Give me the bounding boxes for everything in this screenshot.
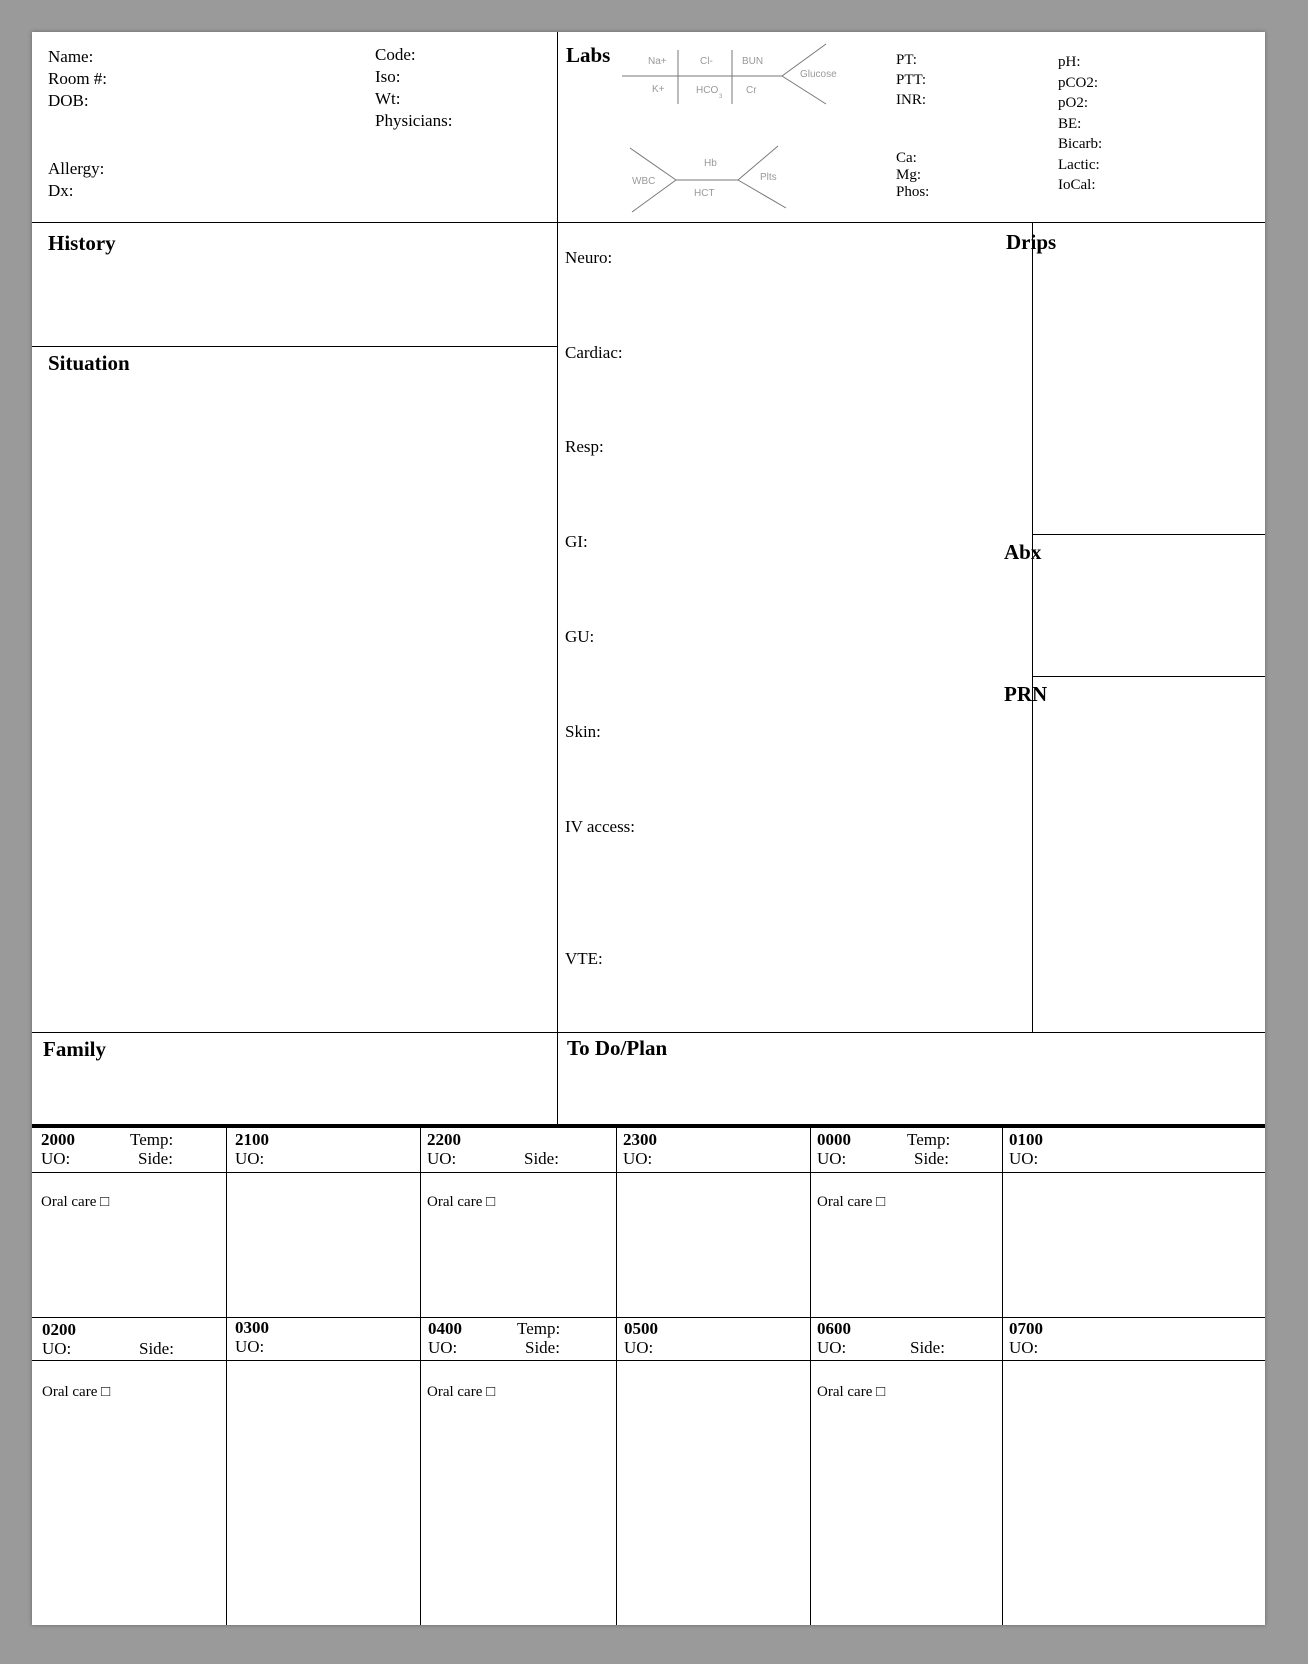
hour-2000: 2000 (41, 1130, 75, 1149)
oral-care-0000: Oral care □ (817, 1194, 886, 1210)
code-fields (375, 44, 452, 132)
na-label: Na+ (648, 56, 667, 67)
patient-info-fields (48, 46, 107, 112)
side-2000: Side: (138, 1149, 173, 1168)
hour-2200: 2200 (427, 1130, 461, 1149)
hb-label: Hb (704, 158, 717, 169)
resp-label: Resp: (565, 437, 604, 456)
plts-label: Plts (760, 172, 777, 183)
cardiac-label: Cardiac: (565, 343, 623, 362)
inr-label: INR: (896, 92, 926, 108)
iocal-label: IoCal: (1058, 177, 1096, 193)
coag-labs (896, 50, 926, 110)
uo-2300: UO: (623, 1149, 653, 1168)
iso-label: Iso: (375, 67, 401, 86)
oral-care-0400: Oral care □ (427, 1384, 496, 1400)
ph-label: pH: (1058, 54, 1081, 70)
ca-label: Ca: (896, 150, 917, 166)
uo-0000: UO: (817, 1149, 847, 1168)
uo-0400: UO: (428, 1338, 458, 1357)
hour-0400: 0400 (428, 1319, 462, 1338)
side-0600: Side: (910, 1338, 945, 1357)
uo-2100: UO: (235, 1149, 265, 1168)
hourly-thick-divider (32, 1124, 1265, 1128)
abg-labs (1058, 52, 1102, 196)
cr-label: Cr (746, 85, 757, 96)
uo-0100: UO: (1009, 1149, 1039, 1168)
uo-0500: UO: (624, 1338, 654, 1357)
side-0200: Side: (139, 1339, 174, 1358)
oral-care-0600: Oral care □ (817, 1384, 886, 1400)
neuro-label: Neuro: (565, 248, 613, 267)
hour-0100: 0100 (1009, 1130, 1043, 1149)
cl-label: Cl- (700, 56, 713, 67)
prn-heading: PRN (1004, 682, 1048, 706)
skin-label: Skin: (565, 722, 601, 741)
drips-divider (1032, 534, 1265, 535)
gu-label: GU: (565, 627, 595, 646)
report-sheet (32, 32, 1265, 1625)
uo-2000: UO: (41, 1149, 71, 1168)
temp-0000: Temp: (907, 1130, 951, 1149)
uo-2200: UO: (427, 1149, 457, 1168)
uo-0300: UO: (235, 1337, 265, 1356)
uo-0600: UO: (817, 1338, 847, 1357)
allergy-label: Allergy: (48, 159, 105, 178)
hourly-row-divider (32, 1317, 1265, 1318)
hourly-col-divider-2 (420, 1128, 421, 1625)
header-divider (32, 222, 1265, 223)
hourly-row1-header-line (32, 1172, 1265, 1173)
hour-0300: 0300 (235, 1318, 269, 1337)
lyte-labs (896, 150, 929, 201)
oral-care-2000: Oral care □ (41, 1194, 110, 1210)
side-0000: Side: (914, 1149, 949, 1168)
main-vertical-divider (557, 32, 558, 1125)
glucose-label: Glucose (800, 69, 837, 80)
temp-2000: Temp: (130, 1130, 174, 1149)
todo-heading: To Do/Plan (567, 1036, 668, 1060)
hour-0500: 0500 (624, 1319, 658, 1338)
allergy-fields (48, 158, 104, 202)
abx-divider (1032, 676, 1265, 677)
hourly-col-divider-4 (810, 1128, 811, 1625)
right-column-divider (1032, 222, 1033, 1032)
name-label: Name: (48, 47, 94, 66)
hco-subscript: 3 (719, 94, 723, 100)
hour-2300: 2300 (623, 1130, 657, 1149)
hourly-col-divider-5 (1002, 1128, 1003, 1625)
k-label: K+ (652, 84, 665, 95)
vte-label: VTE: (565, 949, 603, 968)
pt-label: PT: (896, 52, 917, 68)
code-label: Code: (375, 45, 416, 64)
history-divider (32, 346, 557, 347)
bicarb-label: Bicarb: (1058, 136, 1103, 152)
labs-title: Labs (566, 43, 611, 67)
hour-0700: 0700 (1009, 1319, 1043, 1338)
gi-label: GI: (565, 532, 588, 551)
oral-care-0200: Oral care □ (42, 1384, 111, 1400)
wbc-label: WBC (632, 176, 656, 187)
dob-label: DOB: (48, 91, 89, 110)
family-heading: Family (43, 1037, 106, 1061)
temp-0400: Temp: (517, 1319, 561, 1338)
room-label: Room #: (48, 69, 108, 88)
hourly-row2-header-line (32, 1360, 1265, 1361)
po2-label: pO2: (1058, 95, 1088, 111)
hco-label: HCO (696, 85, 719, 96)
ptt-label: PTT: (896, 72, 927, 88)
uo-0700: UO: (1009, 1338, 1039, 1357)
hct-label: HCT (694, 188, 715, 199)
iv-access-label: IV access: (565, 817, 636, 836)
situation-heading: Situation (48, 351, 130, 375)
hourly-col-divider-3 (616, 1128, 617, 1625)
phos-label: Phos: (896, 184, 930, 200)
wt-label: Wt: (375, 89, 401, 108)
lactic-label: Lactic: (1058, 156, 1100, 173)
pco2-label: pCO2: (1058, 74, 1099, 91)
hour-2100: 2100 (235, 1130, 269, 1149)
physicians-label: Physicians: (375, 111, 453, 130)
history-heading: History (48, 231, 116, 255)
bmp-fishbone-diagram (622, 40, 862, 120)
hour-0000: 0000 (817, 1130, 851, 1149)
family-divider (32, 1032, 1265, 1033)
hourly-col-divider-1 (226, 1128, 227, 1625)
cbc-fishbone-diagram (624, 140, 804, 220)
mg-label: Mg: (896, 167, 922, 183)
hour-0600: 0600 (817, 1319, 851, 1338)
side-0400: Side: (525, 1338, 560, 1357)
bun-label: BUN (742, 56, 764, 67)
abx-heading: Abx (1004, 540, 1042, 564)
side-2200: Side: (524, 1149, 559, 1168)
uo-0200: UO: (42, 1339, 72, 1358)
dx-label: Dx: (48, 181, 74, 200)
oral-care-2200: Oral care □ (427, 1194, 496, 1210)
drips-heading: Drips (1006, 230, 1057, 254)
be-label: BE: (1058, 115, 1082, 132)
hour-0200: 0200 (42, 1320, 76, 1339)
